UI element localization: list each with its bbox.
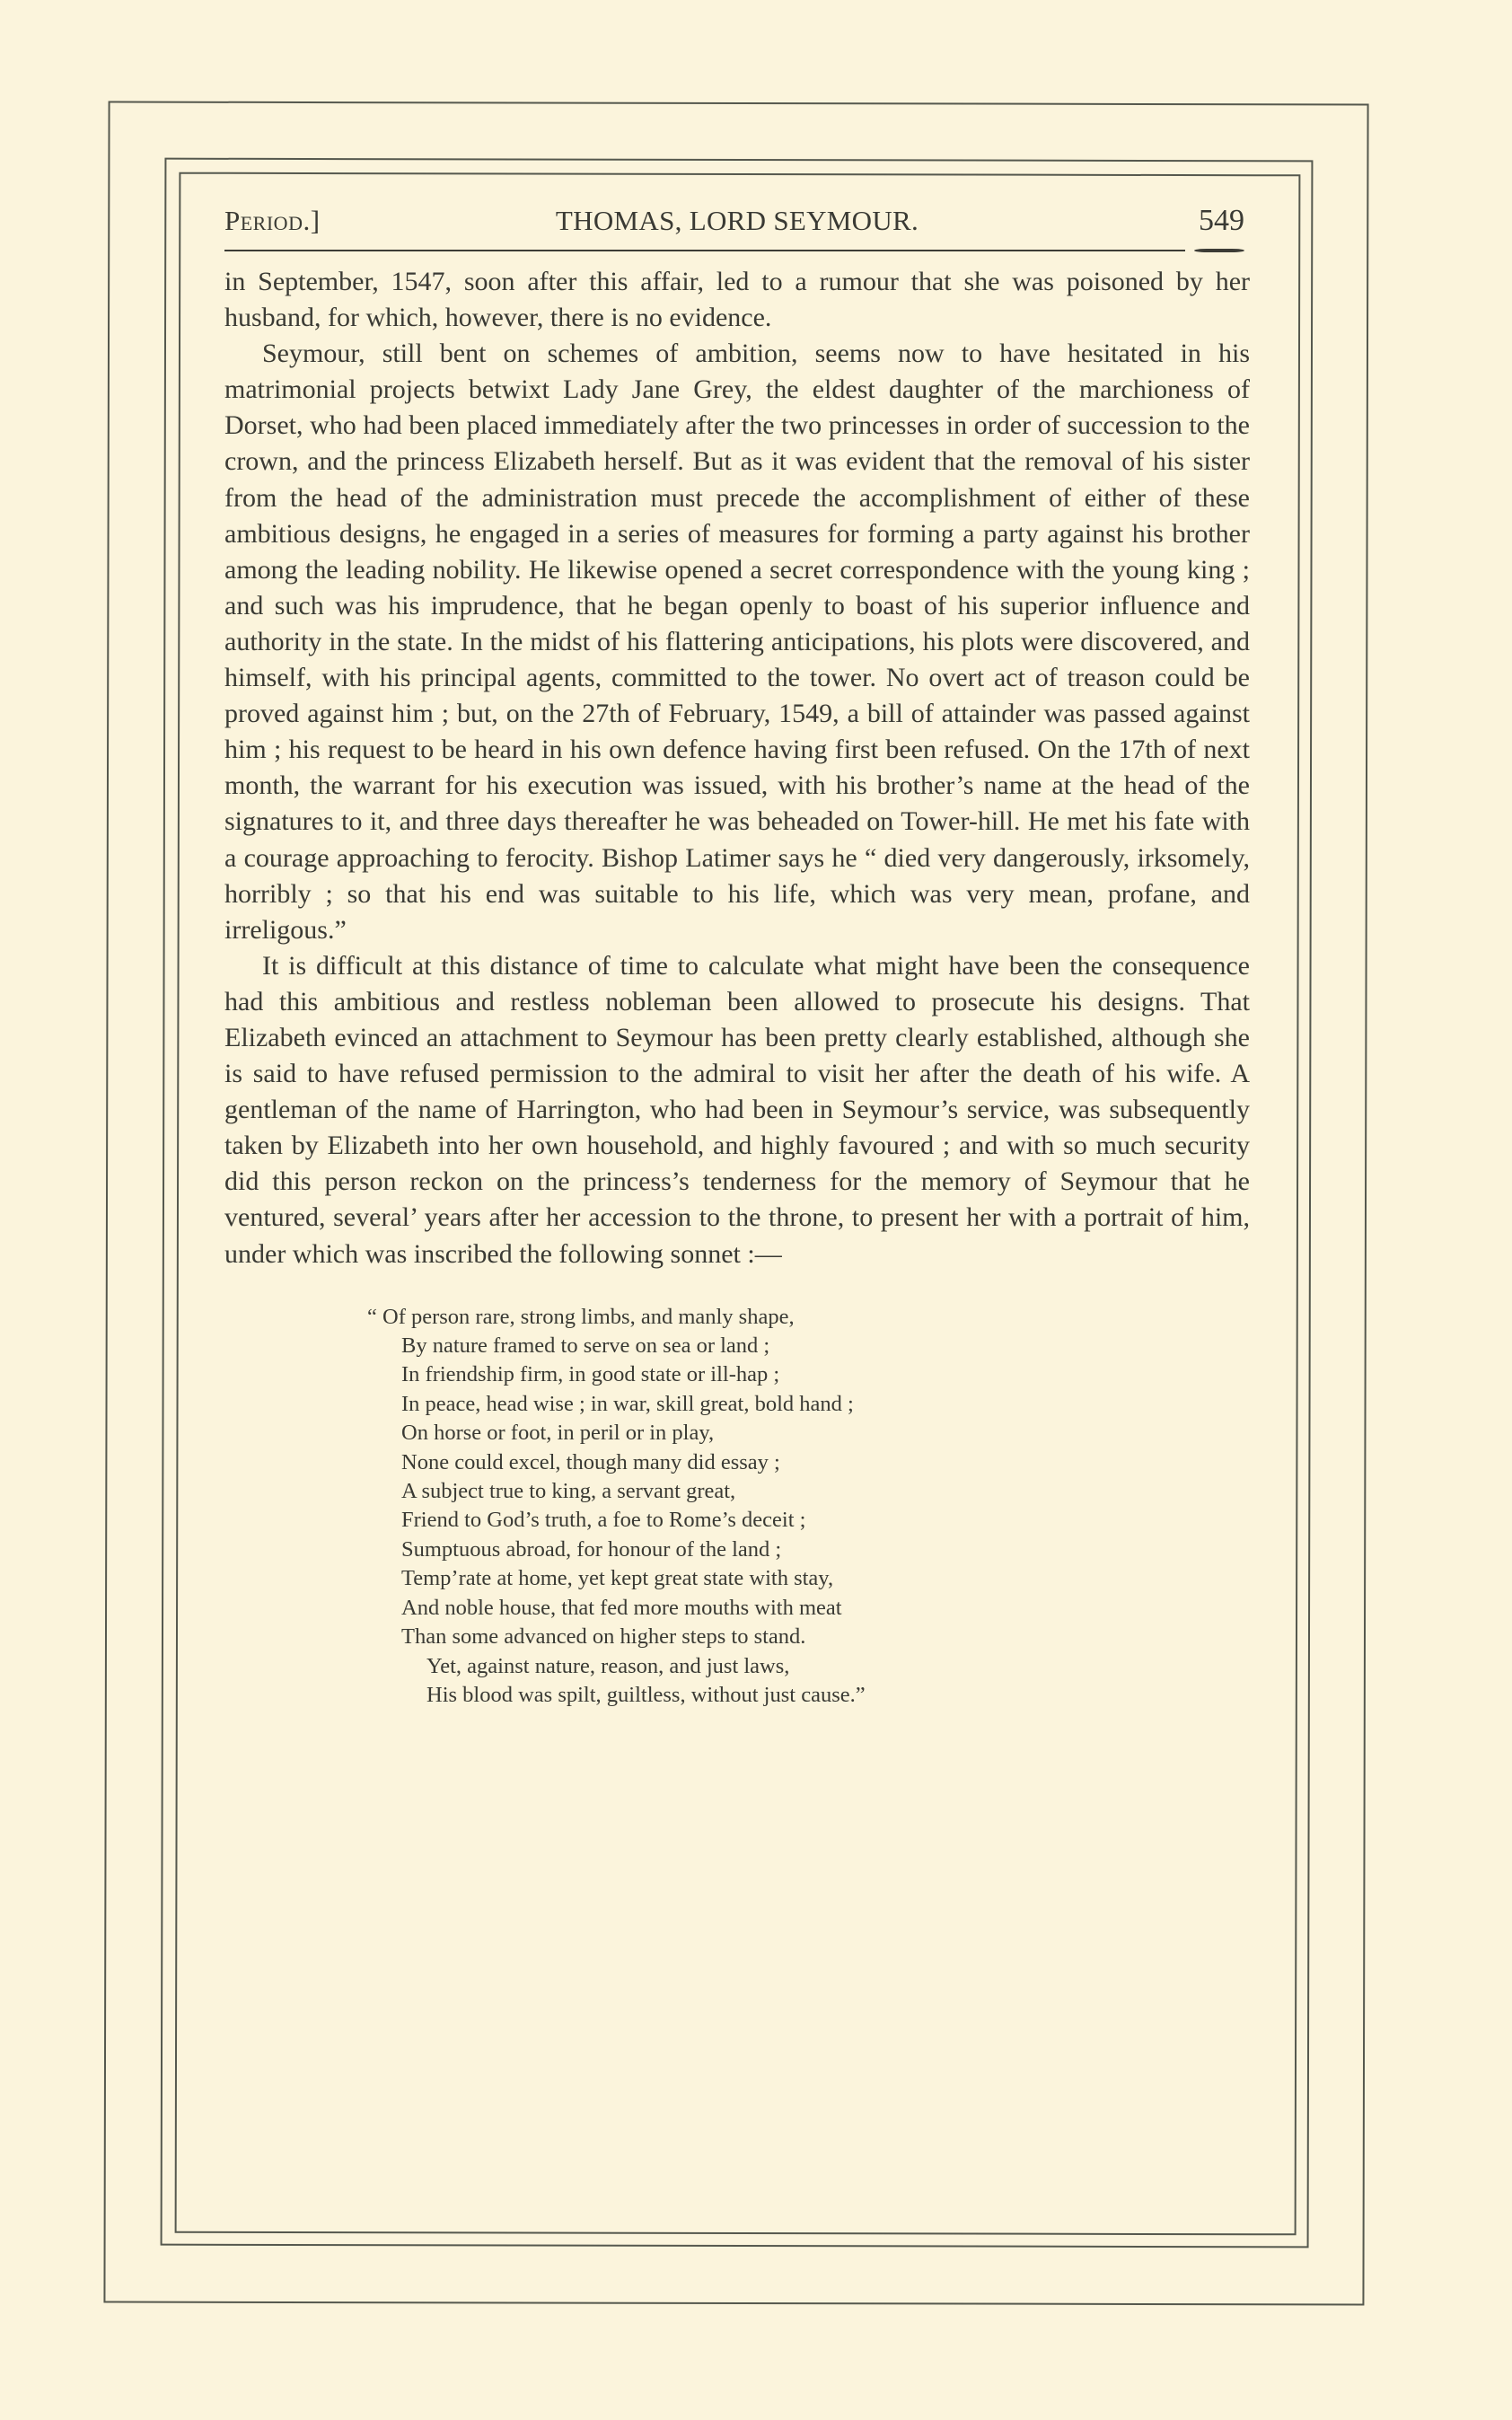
sonnet-line: Friend to God’s truth, a foe to Rome’s deceit ;	[401, 1508, 806, 1533]
sonnet-couplet-line: His blood was spilt, guiltless, without just cause.”	[426, 1682, 866, 1707]
running-head	[224, 199, 1250, 244]
sonnet-line: “ Of person rare, strong limbs, and manly shape,	[367, 1304, 795, 1329]
sonnet	[367, 1303, 1250, 1711]
paragraph: in September, 1547, soon after this affair, led to a rumour that she was poisoned by her husband, for which, however, there is no evidence.	[224, 267, 1250, 333]
header-rule	[224, 244, 1250, 257]
sonnet-line: And noble house, that fed more mouths with meat	[401, 1595, 842, 1620]
page-number: 549	[1199, 204, 1244, 237]
sonnet-line: A subject true to king, a servant great,	[401, 1479, 736, 1504]
running-head-title: THOMAS, LORD SEYMOUR.	[555, 205, 919, 236]
header-rule-flourish	[1194, 249, 1244, 252]
sonnet-line: Sumptuous abroad, for honour of the land ;	[401, 1536, 782, 1562]
sonnet-line: By nature framed to serve on sea or land ;	[401, 1333, 770, 1359]
sonnet-line: Temp’rate at home, yet kept great state with stay,	[401, 1566, 834, 1591]
running-head-section: Period.]	[224, 205, 321, 236]
sonnet-line: On horse or foot, in peril or in play,	[401, 1421, 715, 1446]
paragraph: It is difficult at this distance of time to calculate what might have been the consequence had this ambitious and restless nobleman been allowed to prosecute his designs. That Elizabeth evinced an attachment to Seymour has been pretty clearly established, although she is said to have refused permission to the admiral to visit her after the death of his wife. A gentleman of the name of Harrington, who had been in Seymour’s service, was subsequently taken by Elizabeth into her own household, and highly favoured ; and with so much security did this person reckon on the princess’s tenderness for the memory of Seymour that he ventured, several’ years after her accession to the throne, to present her with a portrait of him, under which was inscribed the following sonnet :—	[224, 950, 1250, 1269]
sonnet-line: In friendship firm, in good state or ill-hap ;	[401, 1362, 780, 1387]
sonnet-line: None could excel, though many did essay ;	[401, 1449, 780, 1474]
sonnet-couplet-line: Yet, against nature, reason, and just laws,	[426, 1653, 790, 1678]
header-rule-line	[224, 250, 1185, 251]
sonnet-line: In peace, head wise ; in war, skill great, bold hand ;	[401, 1391, 854, 1416]
sonnet-line: Than some advanced on higher steps to stand.	[401, 1624, 806, 1650]
body-text	[224, 264, 1250, 1272]
paragraph: Seymour, still bent on schemes of ambition, seems now to have hesitated in his matrimonial projects betwixt Lady Jane Grey, the eldest daughter of the marchioness of Dorset, who had been placed immediately after the two princesses in order of succession to the crown, and the princess Elizabeth herself. But as it was evident that the removal of his sister from the head of the administration must precede the accomplishment of either of these ambitious designs, he engaged in a series of measures for forming a party against his brother among the leading nobility. He likewise opened a secret correspondence with the young king ; and such was his imprudence, that he began openly to boast of his superior influence and authority in the state. In the midst of his flattering anticipations, his plots were discovered, and himself, with his principal agents, committed to the tower. No overt act of treason could be proved against him ; but, on the 27th of February, 1549, a bill of attainder was passed against him ; his request to be heard in his own defence having first been refused. On the 17th of next month, the warrant for his execution was issued, with his brother’s name at the head of the signatures to it, and three days thereafter he was beheaded on Tower-hill. He met his fate with a courage approaching to ferocity. Bishop Latimer says he “ died very dangerously, irksomely, horribly ; so that his end was suitable to his life, which was very mean, profane, and irreligous.”	[224, 339, 1250, 945]
book-page	[224, 199, 1250, 1710]
